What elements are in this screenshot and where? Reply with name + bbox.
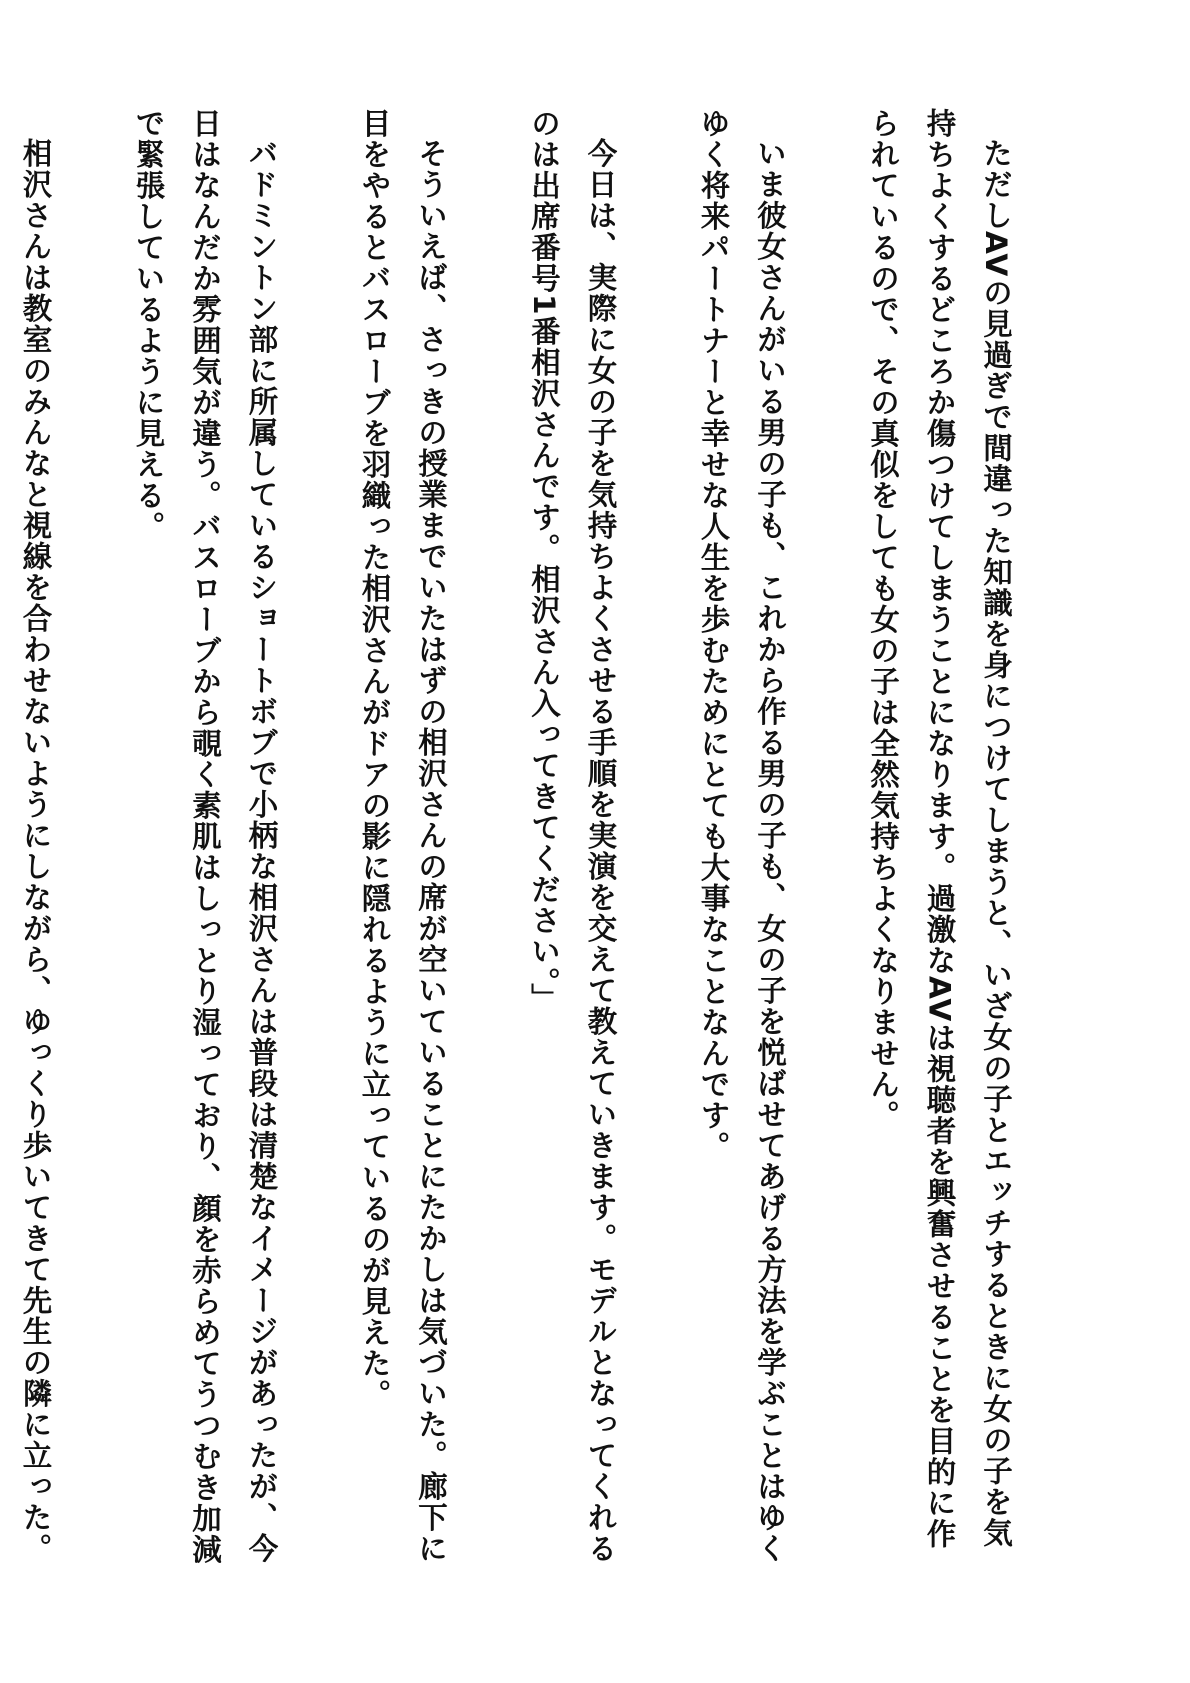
paragraph-1: ただしAVの見過ぎで間違った知識を身につけてしまうと、いざ女の子とエッチするときに女の子を気持ちよくするどころか傷つけてしまうことになります。過激なAVは視聴者を興奮させることを目的に作られているので、その真似をしても女の子は全然気持ちよくなりません。 [866, 108, 1013, 1550]
paragraph-6: 相沢さんは教室のみんなと視線を合わせないようにしながら、ゆっくり歩いてきて先生の隣に立った。 [18, 137, 53, 1564]
paragraph-gap [798, 108, 855, 1578]
paragraph-gap [459, 108, 516, 1578]
paragraph-3: 今日は、実際に女の子を気持ちよくさせる手順を実演を交えて教えていきます。モデルとなってくれるのは出席番号1番相沢さんです。相沢さん入ってきてください。」 [527, 108, 618, 1564]
paragraph-4: そういえば、さっきの授業までいたはずの相沢さんの席が空いていることにたかしは気づいた。廊下に目をやるとバスローブを羽織った相沢さんがドアの影に隠れるように立っているのが見えた。 [357, 108, 448, 1564]
paragraph-gap [290, 108, 347, 1578]
paragraph-2: いま彼女さんがいる男の子も、これから作る男の子も、女の子を悦ばせてあげる方法を学ぶことはゆくゆく将来パートナーと幸せな人生を歩むためにとても大事なことなんです。 [696, 108, 787, 1564]
paragraph-gap [629, 108, 686, 1578]
vertical-text-body [18, 108, 1024, 1578]
paragraph-5: バドミントン部に所属しているショートボブで小柄な相沢さんは普段は清楚なイメージがあったが、今日はなんだか雰囲気が違う。バスローブから覗く素肌はしっとり湿っており、顔を赤らめてうつむき加減で緊張しているように見える。 [131, 108, 279, 1565]
paragraph-gap [64, 108, 121, 1578]
